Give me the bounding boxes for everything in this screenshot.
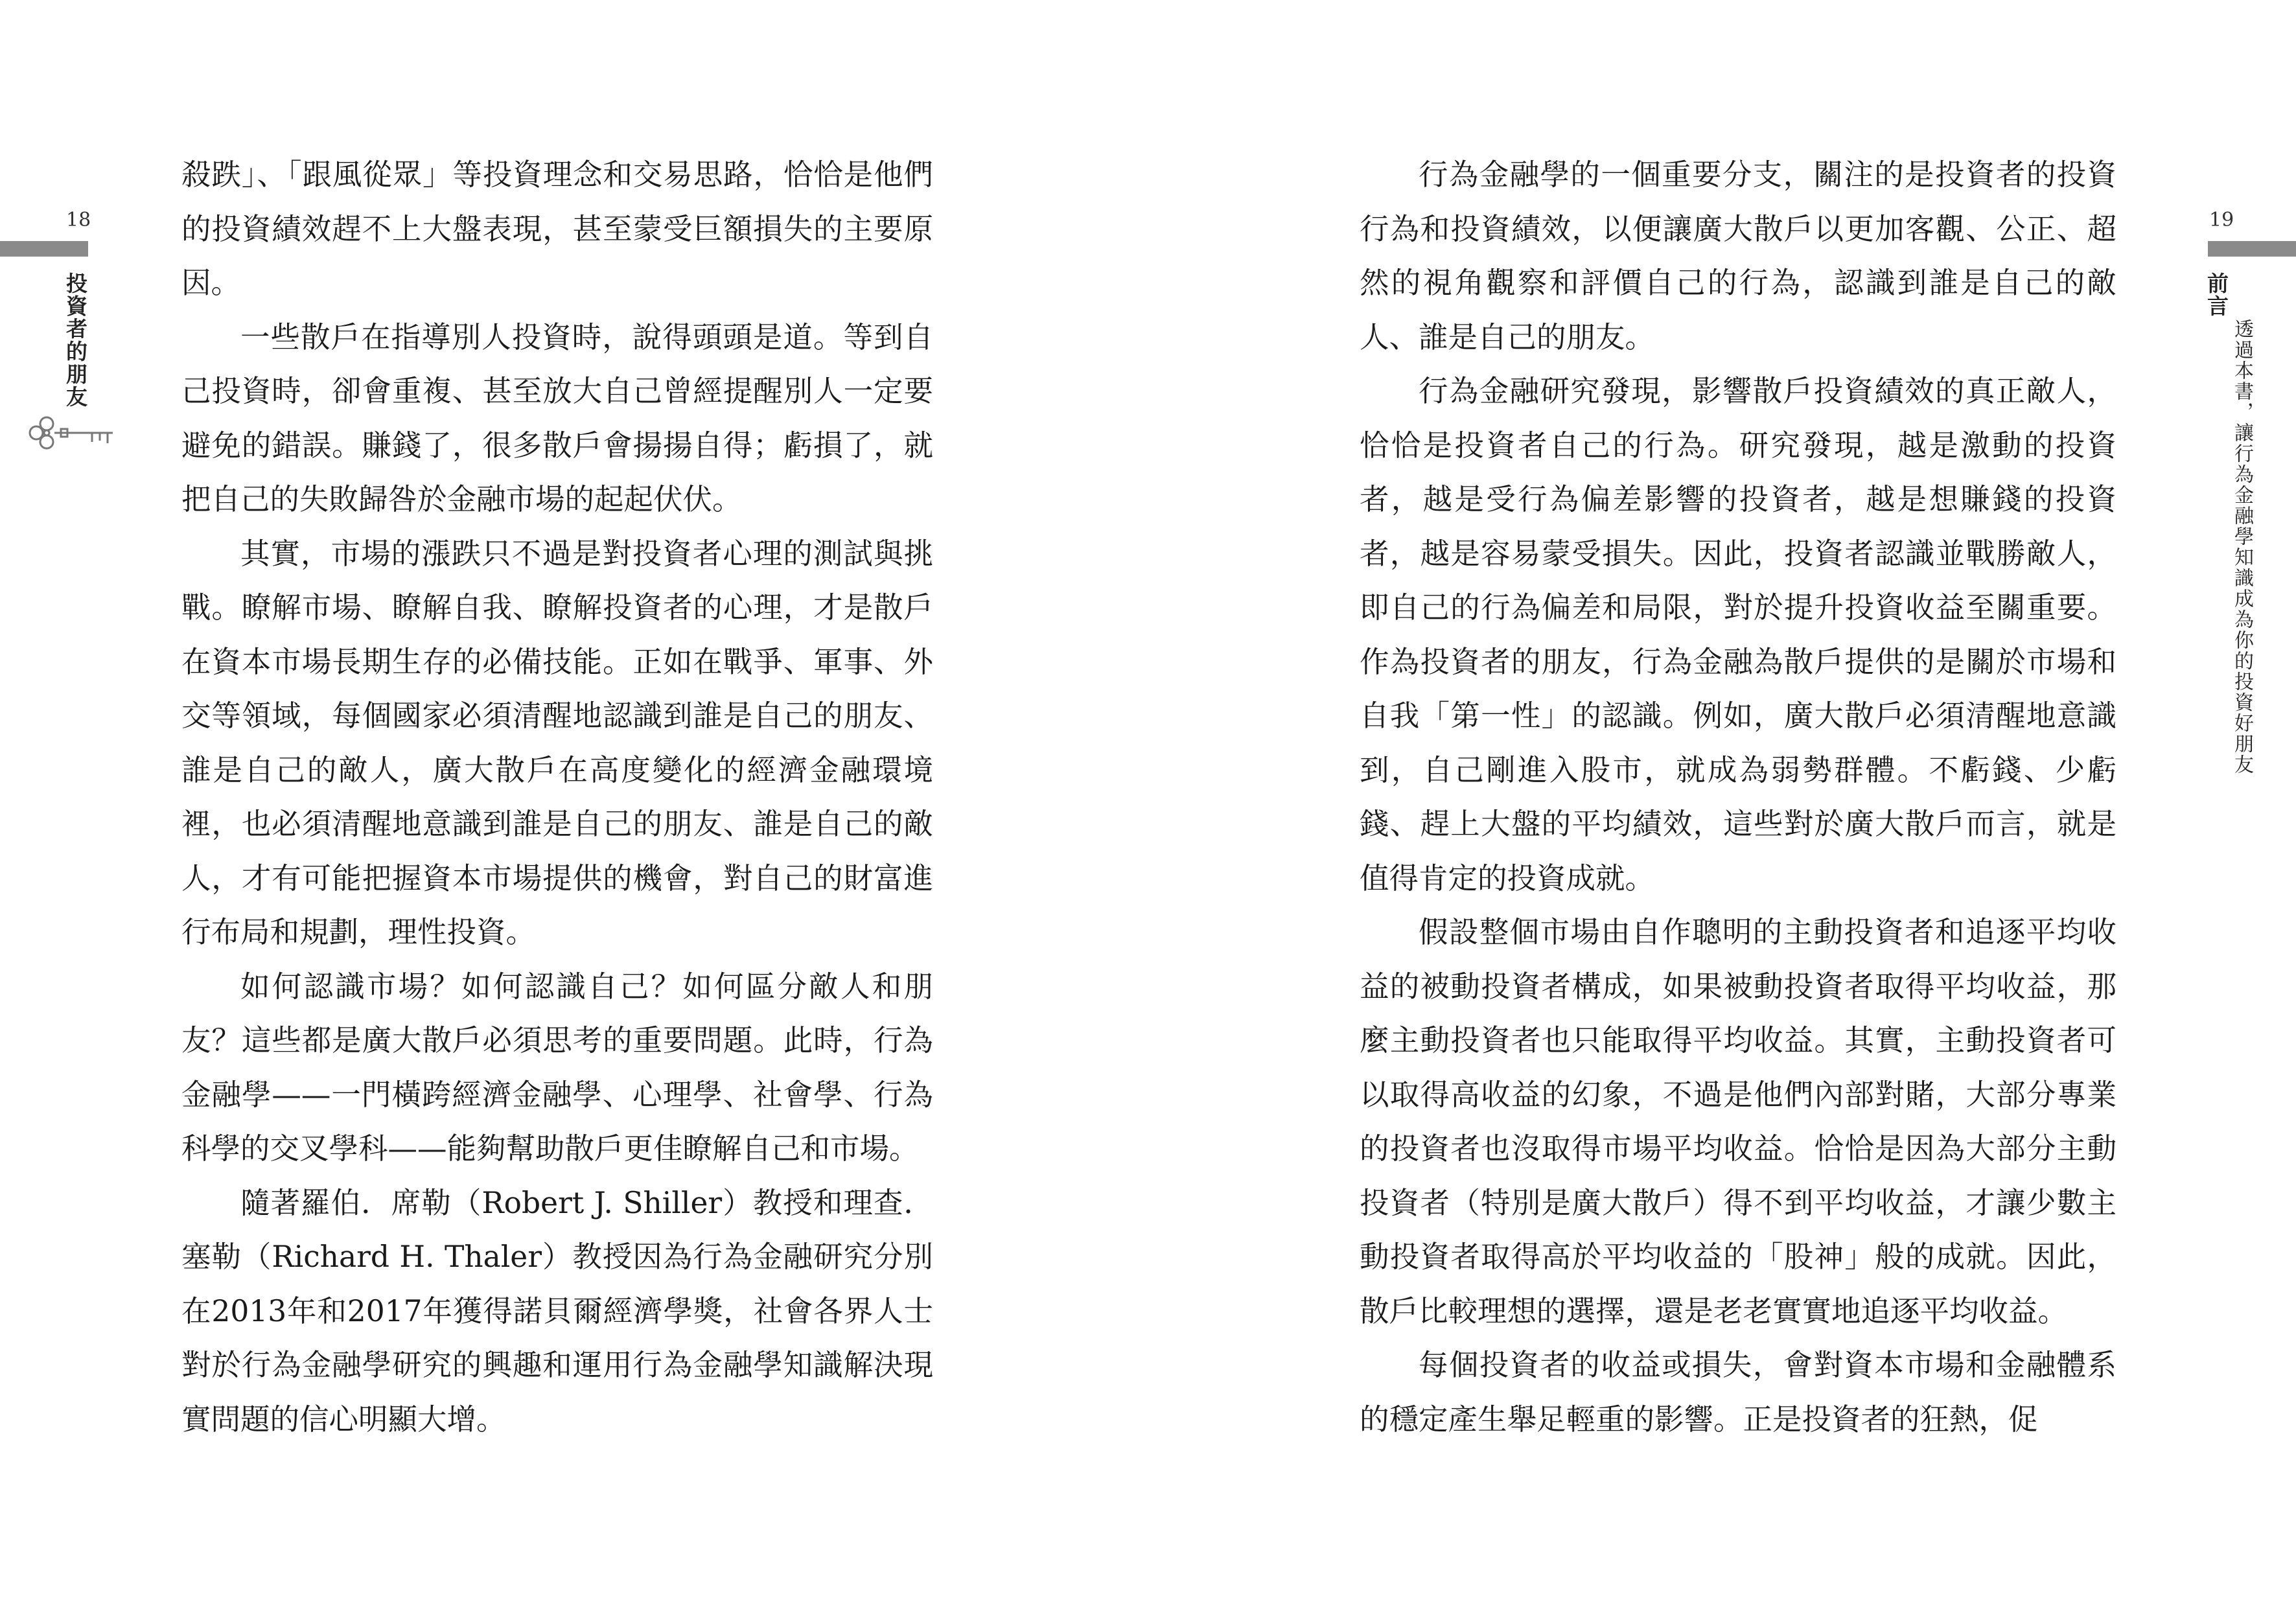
right-body-text xyxy=(1360,148,2116,1446)
left-running-title: 投資者的朋友 xyxy=(63,272,88,408)
paragraph: 行為金融學的一個重要分支，關注的是投資者的投資行為和投資績效，以便讓廣大散戶以更加客觀、公正、超然的視角觀察和評價自己的行為，認識到誰是自己的敵人、誰是自己的朋友。 xyxy=(1360,157,2116,354)
paragraph: 行為金融研究發現，影響散戶投資績效的真正敵人，恰恰是投資者自己的行為。研究發現，越是激動的投資者，越是受行為偏差影響的投資者，越是想賺錢的投資者，越是容易蒙受損失。因此，投資者認識並戰勝敵人，即自己的行為偏差和局限，對於提升投資收益至關重要。作為投資者的朋友，行為金融為散戶提供的是關於市場和自我「第一性」的認識。例如，廣大散戶必須清醒地意識到，自己剛進入股市，就成為弱勢群體。不虧錢、少虧錢、趕上大盤的平均績效，這些對於廣大散戶而言，就是值得肯定的投資成就。 xyxy=(1360,374,2116,896)
key-icon xyxy=(27,413,118,452)
paragraph: 假設整個市場由自作聰明的主動投資者和追逐平均收益的被動投資者構成，如果被動投資者取得平均收益，那麼主動投資者也只能取得平均收益。其實，主動投資者可以取得高收益的幻象，不過是他們內部對賭，大部分專業的投資者也沒取得市場平均收益。恰恰是因為大部分主動投資者（特別是廣大散戶）得不到平均收益，才讓少數主動投資者取得高於平均收益的「股神」般的成就。因此，散戶比較理想的選擇，還是老老實實地追逐平均收益。 xyxy=(1360,915,2116,1328)
right-running-title: 透過本書，讓行為金融學知識成為你的投資好朋友 xyxy=(2231,319,2253,775)
paragraph: 其實，市場的漲跌只不過是對投資者心理的測試與挑戰。瞭解市場、瞭解自我、瞭解投資者的心理，才是散戶在資本市場長期生存的必備技能。正如在戰爭、軍事、外交等領域，每個國家必須清醒地認識到誰是自己的朋友、誰是自己的敵人，廣大散戶在高度變化的經濟金融環境裡，也必須清醒地意識到誰是自己的朋友、誰是自己的敵人，才有可能把握資本市場提供的機會，對自己的財富進行布局和規劃，理性投資。 xyxy=(181,536,933,949)
paragraph: 如何認識市場？如何認識自己？如何區分敵人和朋友？這些都是廣大散戶必須思考的重要問題。此時，行為金融學——一門橫跨經濟金融學、心理學、社會學、行為科學的交叉學科——能夠幫助散戶更佳瞭解自己和市場。 xyxy=(181,969,933,1166)
paragraph: 每個投資者的收益或損失，會對資本市場和金融體系的穩定產生舉足輕重的影響。正是投資者的狂熱，促 xyxy=(1360,1348,2116,1437)
right-page-number: 19 xyxy=(2209,209,2234,231)
right-tab-bar xyxy=(2208,241,2296,257)
left-page-number: 18 xyxy=(66,209,91,231)
paragraph: 一些散戶在指導別人投資時，說得頭頭是道。等到自己投資時，卻會重複、甚至放大自己曾經提醒別人一定要避免的錯誤。賺錢了，很多散戶會揚揚自得；虧損了，就把自己的失敗歸咎於金融市場的起起伏伏。 xyxy=(181,319,933,516)
left-tab-bar xyxy=(0,241,88,257)
right-running-title-label: 前言 xyxy=(2204,272,2229,318)
paragraph: 隨著羅伯．席勒（Robert J. Shiller）教授和理查．塞勒（Richard H. Thaler）教授因為行為金融研究分別在2013年和2017年獲得諾貝爾經濟學獎，社會各界人士對於行為金融學研究的興趣和運用行為金融學知識解決現實問題的信心明顯大增。 xyxy=(181,1185,933,1437)
left-body-text xyxy=(181,148,933,1446)
paragraph: 殺跌」、「跟風從眾」等投資理念和交易思路，恰恰是他們的投資績效趕不上大盤表現，甚至蒙受巨額損失的主要原因。 xyxy=(181,157,933,300)
